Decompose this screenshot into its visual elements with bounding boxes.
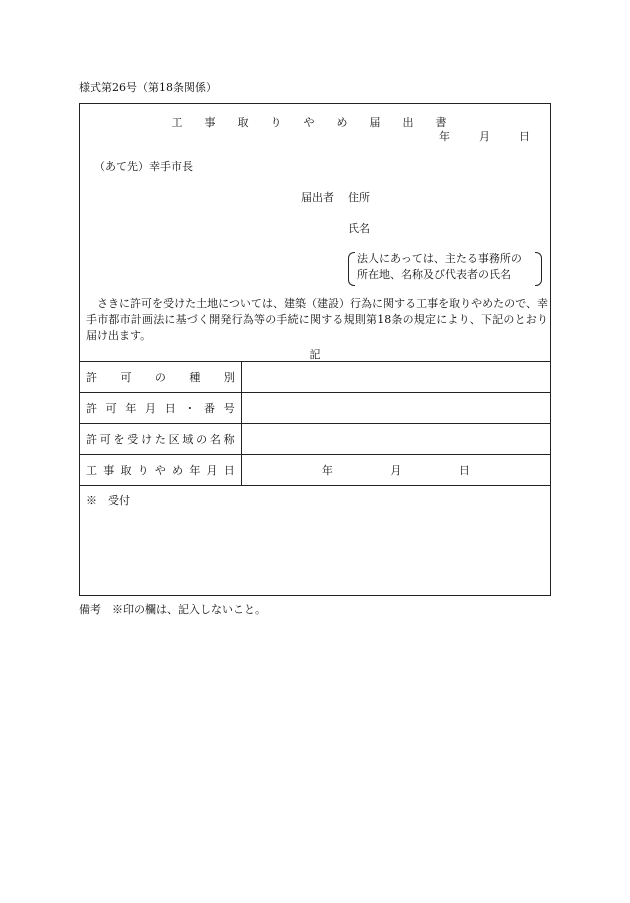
corporation-note	[348, 251, 542, 285]
right-bracket	[535, 252, 542, 286]
remark-note: 備考 ※印の欄は、記入しないこと。	[79, 603, 266, 616]
name-field[interactable]: 氏名	[348, 222, 370, 235]
notification-statement: さきに許可を受けた土地については、建築（建設）行為に関する工事を取りやめたので、幸手市都市計画法に基づく開発行為等の手続に関する規則第18条の規定により、下記のとおり届け出ます。	[86, 297, 548, 342]
corp-note-line2: 所在地、名称及び代表者の氏名	[357, 268, 511, 281]
details-table	[79, 361, 551, 486]
table-row	[80, 393, 551, 424]
permit-type-field[interactable]	[241, 362, 550, 393]
cancel-month: 月	[390, 464, 402, 477]
addressee: （あて先）幸手市長	[94, 160, 193, 173]
permitted-area-name-field[interactable]	[241, 424, 550, 455]
table-row	[80, 362, 551, 393]
submission-date[interactable]	[439, 128, 530, 144]
reception-box: ※ 受付	[86, 494, 130, 507]
permit-date-number-field[interactable]	[241, 393, 550, 424]
cancel-year: 年	[321, 464, 333, 477]
date-month: 月	[479, 130, 490, 143]
ki-heading: 記	[309, 348, 321, 361]
corp-note-line1: 法人にあっては、主たる事務所の	[357, 252, 522, 265]
address-field[interactable]: 住所	[348, 191, 370, 204]
notifier-label: 届出者	[301, 191, 334, 204]
cancel-day: 日	[458, 464, 470, 477]
date-day: 日	[519, 130, 530, 143]
cancellation-date-label: 工 事 取 り や め 年 月 日	[80, 455, 242, 486]
table-row	[80, 455, 551, 486]
permit-date-number-label: 許 可 年 月 日 ・ 番 号	[80, 393, 242, 424]
date-year: 年	[439, 130, 450, 143]
cancellation-date-field[interactable]	[241, 455, 550, 486]
permitted-area-name-label: 許 可 を 受 け た 区 域 の 名 称	[80, 424, 242, 455]
permit-type-label: 許 可 の 種 別	[80, 362, 242, 393]
table-row	[80, 424, 551, 455]
form-number: 様式第26号（第18条関係）	[79, 81, 217, 94]
left-bracket	[348, 252, 355, 286]
notification-form	[79, 103, 551, 596]
form-title: 工事取りやめ届出書	[171, 116, 469, 129]
